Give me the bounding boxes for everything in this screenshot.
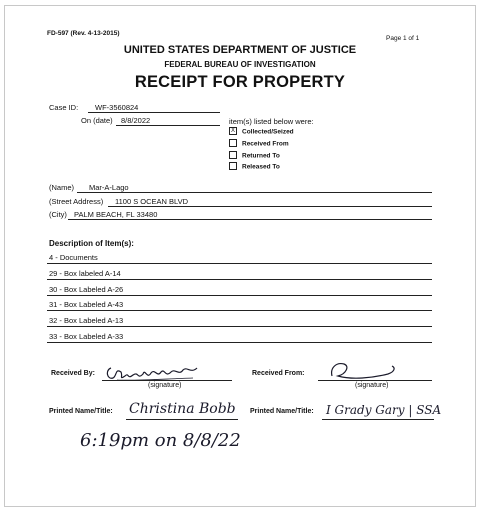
bureau-heading: FEDERAL BUREAU OF INVESTIGATION bbox=[164, 60, 316, 69]
name-line bbox=[77, 192, 432, 193]
handwritten-time-note: 6:19pm on 8/8/22 bbox=[80, 430, 241, 451]
checkbox-box bbox=[229, 139, 237, 147]
description-title: Description of Item(s): bbox=[49, 239, 134, 248]
received-from-signature bbox=[322, 358, 402, 382]
printed-name-label-right: Printed Name/Title: bbox=[250, 408, 314, 415]
list-item: 31 - Box Labeled A-43 bbox=[49, 300, 124, 309]
signature-caption-right: (signature) bbox=[355, 382, 389, 389]
document-title: RECEIPT FOR PROPERTY bbox=[134, 73, 346, 91]
received-from-line bbox=[318, 380, 432, 381]
name-value: Mar-A-Lago bbox=[89, 183, 129, 192]
received-by-line bbox=[102, 380, 232, 381]
item-line bbox=[47, 295, 432, 296]
printed-name-line-left bbox=[126, 419, 238, 420]
checkbox-box bbox=[229, 151, 237, 159]
case-id-value: WF-3560824 bbox=[95, 103, 139, 112]
date-label: On (date) bbox=[81, 116, 113, 125]
case-id-line bbox=[88, 112, 220, 113]
checkbox-label: Returned To bbox=[242, 152, 280, 160]
received-from-label: Received From: bbox=[252, 370, 305, 377]
item-line bbox=[47, 263, 432, 264]
received-by-label: Received By: bbox=[51, 370, 95, 377]
printed-name-left: Christina Bobb bbox=[129, 401, 236, 417]
list-item: 33 - Box Labeled A-33 bbox=[49, 332, 124, 341]
name-label: (Name) bbox=[49, 183, 75, 192]
form-id: FD-597 (Rev. 4-13-2015) bbox=[47, 30, 120, 37]
checkbox-label: Released To bbox=[242, 163, 280, 171]
city-value: PALM BEACH, FL 33480 bbox=[74, 210, 158, 219]
signature-caption-left: (signature) bbox=[148, 382, 182, 389]
page-number: Page 1 of 1 bbox=[386, 35, 420, 42]
street-label: (Street Address) bbox=[49, 197, 104, 206]
list-item: 32 - Box Labeled A-13 bbox=[49, 316, 124, 325]
item-line bbox=[47, 310, 432, 311]
street-value: 1100 S OCEAN BLVD bbox=[115, 197, 189, 206]
date-line bbox=[116, 125, 220, 126]
checkbox-box bbox=[229, 162, 237, 170]
checkbox-label: Collected/Seized bbox=[242, 128, 294, 136]
department-heading: UNITED STATES DEPARTMENT OF JUSTICE bbox=[123, 44, 357, 56]
street-line bbox=[108, 206, 432, 207]
item-line bbox=[47, 326, 432, 327]
checkbox-returned-to bbox=[229, 152, 280, 160]
printed-name-line-right bbox=[322, 419, 434, 420]
checkbox-received-from bbox=[229, 140, 289, 148]
date-value: 8/8/2022 bbox=[121, 116, 151, 125]
checkbox-collected-seized bbox=[229, 128, 294, 136]
list-item: 4 - Documents bbox=[49, 253, 98, 262]
item-line bbox=[47, 279, 432, 280]
list-item: 29 - Box labeled A-14 bbox=[49, 269, 121, 278]
city-line bbox=[68, 219, 432, 220]
list-item: 30 - Box Labeled A-26 bbox=[49, 285, 124, 294]
items-status-label: item(s) listed below were: bbox=[229, 117, 314, 126]
checkbox-label: Received From bbox=[242, 140, 289, 148]
checkbox-released-to bbox=[229, 163, 280, 171]
city-label: (City) bbox=[49, 210, 67, 219]
case-id-label: Case ID: bbox=[49, 103, 79, 112]
printed-name-right: I Grady Gary | SSA bbox=[326, 403, 442, 417]
item-line bbox=[47, 342, 432, 343]
checkbox-box: X bbox=[230, 128, 235, 134]
printed-name-label-left: Printed Name/Title: bbox=[49, 408, 113, 415]
